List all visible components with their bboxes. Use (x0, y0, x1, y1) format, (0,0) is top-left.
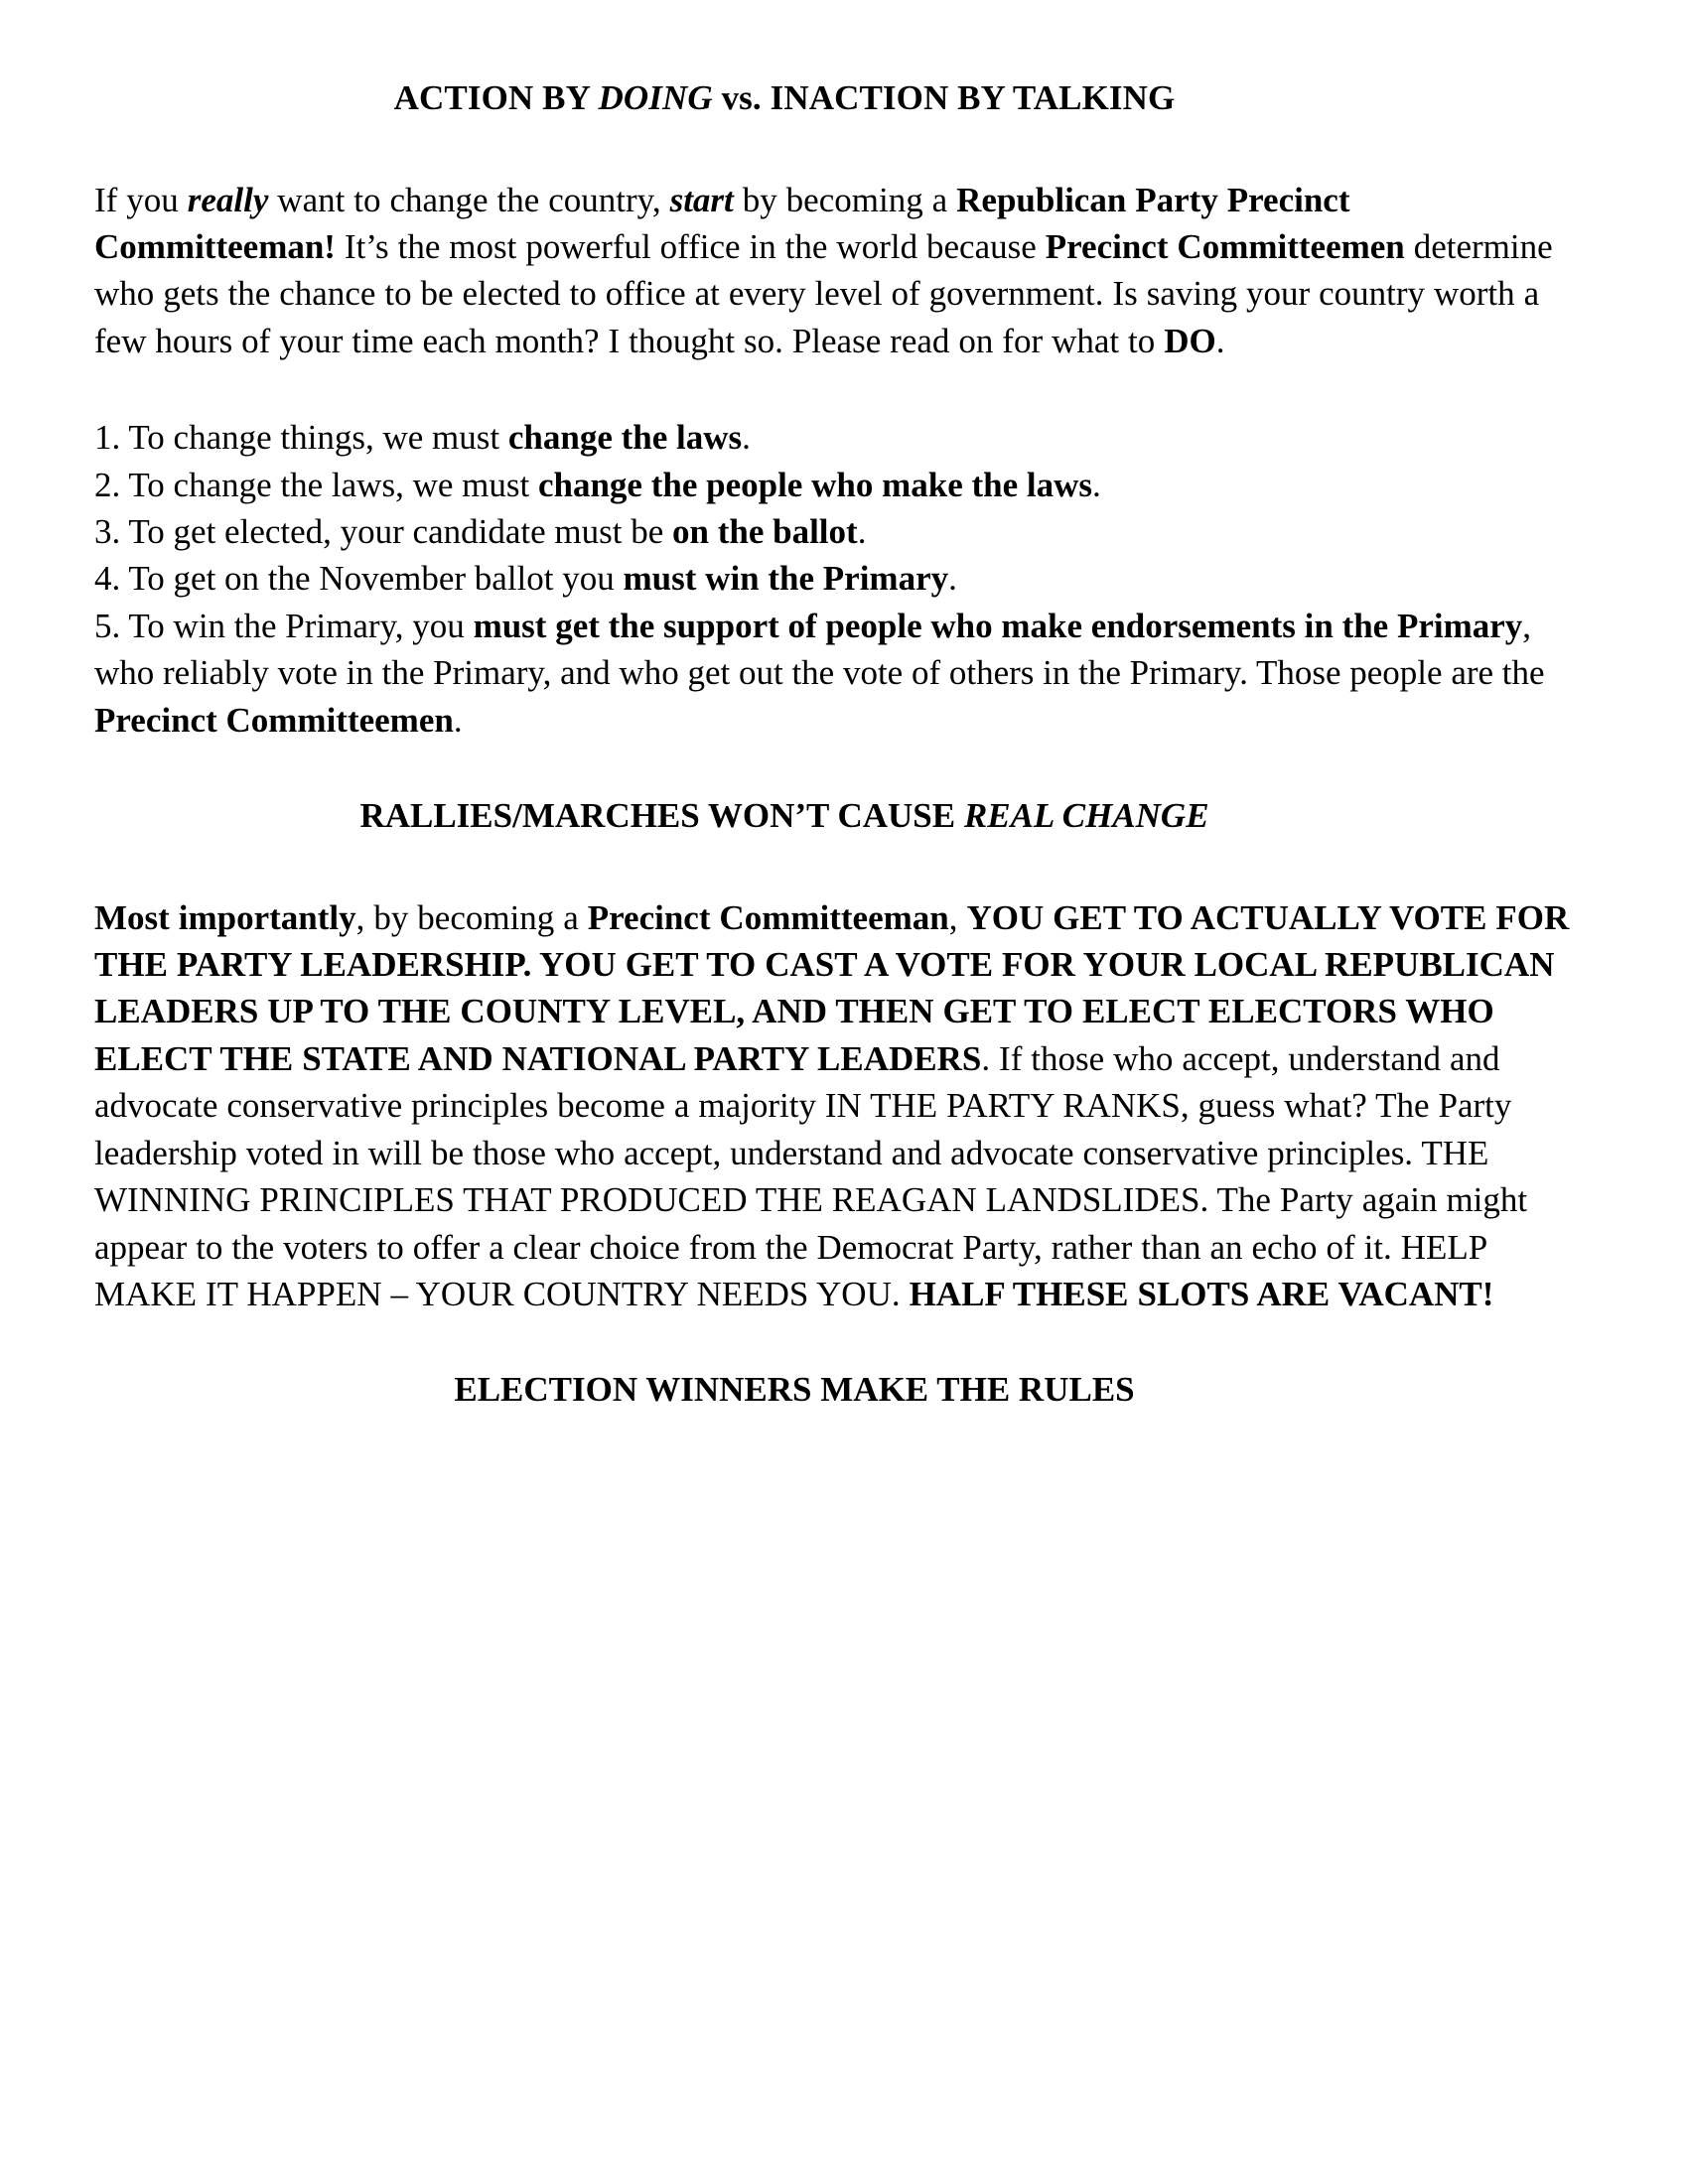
spacer-after-intro (94, 364, 1594, 414)
main-text-2: , (948, 897, 967, 937)
list-item-number: 4. (94, 559, 121, 599)
list-item (94, 508, 1594, 555)
spacer-before-closing-heading (94, 1317, 1594, 1367)
intro-bold-do: DO (1164, 321, 1216, 360)
rallies-bold-wont: WON’T (707, 796, 829, 836)
rallies-emphasis-real-change: REAL CHANGE (963, 796, 1209, 836)
list-item-bold-1: on the ballot (672, 512, 858, 552)
list-item (94, 462, 1594, 508)
document-title (94, 75, 1594, 121)
list-item-text-1: To change the laws, we must (120, 465, 538, 504)
list-item-number: 1. (94, 418, 121, 458)
title-emphasis-doing: DOING (598, 78, 713, 117)
closing-heading (94, 1367, 1594, 1413)
intro-text-3: by becoming a (733, 180, 957, 219)
main-bold-half-these-slots-are-vacant: HALF THESE SLOTS ARE VACANT! (909, 1275, 1494, 1314)
rallies-text-2: CAUSE (828, 796, 964, 836)
list-item (94, 414, 1594, 461)
main-bold-precinct-committeeman: Precinct Committeeman (587, 897, 949, 937)
main-text-1: , by becoming a (355, 897, 588, 937)
list-item-text-2: . (1092, 465, 1101, 504)
title-part-1: ACTION BY (393, 78, 599, 117)
intro-bold-republican-party-precinct-committeeman: Republican Party Precinct Committeeman! (94, 180, 1350, 266)
spacer-after-rallies-heading (94, 839, 1594, 894)
intro-text-5: determine who gets the chance to be elected to office at every level of government. Is saving your country worth a few hours of your time each month? I thought so. Please read on for what to (94, 226, 1553, 360)
list-item-text-1: To win the Primary, you (120, 606, 474, 645)
list-item-text-1: To get elected, your candidate must be (120, 512, 672, 552)
main-bold-vote-for-party-leadership: YOU GET TO ACTUALLY VOTE FOR THE PARTY LEADERSHIP. YOU GET TO CAST A VOTE FOR YOUR LOCAL REPUBLICAN LEADERS UP TO THE COUNTY LEVEL, AND THEN GET TO ELECT ELECTORS WHO ELECT THE STATE AND NATIONAL PARTY LEADERS (94, 897, 1570, 1078)
list-item-text-1: To change things, we must (120, 418, 508, 458)
numbered-list (94, 414, 1594, 744)
list-item-text-2: . (857, 512, 867, 552)
main-paragraph (94, 894, 1594, 1318)
intro-text-1: If you (94, 180, 188, 219)
closing-bold-election-winners: ELECTION WINNERS (454, 1370, 812, 1410)
list-item-bold-1: must win the Primary (623, 559, 949, 599)
main-text-3: . If those who accept, understand and advocate conservative principles become a majority IN THE PARTY RANKS, guess what? The Party leadership voted in will be those who accept, understand and advocate conservative principles. THE WINNING PRINCIPLES THAT PRODUCED THE REAGAN LANDSLIDES. The Party again might appear to the voters to offer a clear choice from the Democrat Party, rather than an echo of it. HELP MAKE IT HAPPEN – YOUR COUNTRY NEEDS YOU. (94, 1038, 1528, 1314)
list-item-bold-2: Precinct Committeemen (94, 700, 454, 740)
list-item-bold-1: change the laws (507, 418, 743, 458)
intro-emphasis-really: really (187, 180, 269, 219)
title-part-2: vs. INACTION BY TALKING (712, 78, 1176, 117)
closing-text-1: MAKE THE RULES (811, 1370, 1135, 1410)
intro-paragraph (94, 177, 1594, 365)
list-item-text-2: , who reliably vote in the Primary, and who get out the vote of others in the Primary. Those people are the (94, 606, 1545, 693)
list-item-number: 3. (94, 512, 121, 552)
intro-text-2: want to change the country, (268, 180, 670, 219)
list-item-bold-1: must get the support of people who make endorsements in the Primary (473, 606, 1523, 645)
list-item-text-2: . (742, 418, 751, 458)
list-item-text-2: . (948, 559, 957, 599)
document-body (94, 75, 1594, 1413)
rallies-text-1: RALLIES/MARCHES (359, 796, 708, 836)
list-item-bold-1: change the people who make the laws (537, 465, 1093, 504)
intro-bold-precinct-committeemen: Precinct Committeemen (1045, 226, 1405, 266)
rallies-heading (94, 793, 1594, 839)
intro-text-6: . (1215, 321, 1225, 360)
list-item-text-3: . (453, 700, 463, 740)
spacer-after-title (94, 121, 1594, 177)
list-item-number: 5. (94, 606, 121, 645)
intro-emphasis-start: start (669, 180, 734, 219)
spacer-before-rallies-heading (94, 744, 1594, 793)
main-bold-most-importantly: Most importantly (94, 897, 356, 937)
intro-text-4: It’s the most powerful office in the world because (335, 226, 1046, 266)
list-item-text-1: To get on the November ballot you (120, 559, 624, 599)
list-item (94, 603, 1594, 744)
list-item-number: 2. (94, 465, 121, 504)
list-item (94, 555, 1594, 602)
